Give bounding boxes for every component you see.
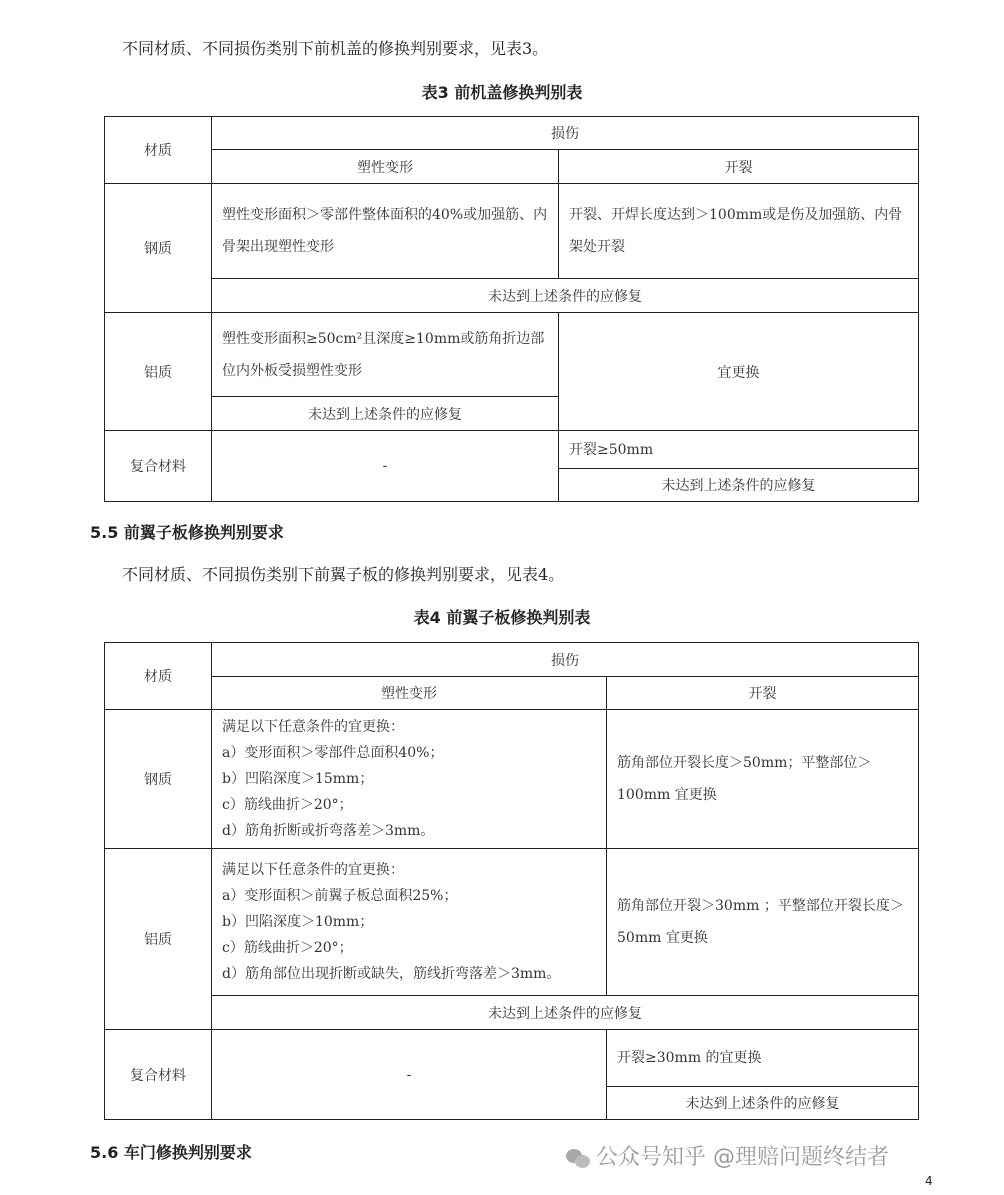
section-5-5-heading: 5.5 前翼子板修换判别要求 xyxy=(90,523,284,542)
table4-aluminum-repair: 未达到上述条件的应修复 xyxy=(212,996,919,1030)
table4-composite-crack: 开裂≥30mm 的宜更换 xyxy=(607,1030,919,1087)
table3-aluminum-plastic-repair: 未达到上述条件的应修复 xyxy=(212,397,559,431)
table3-header-plastic: 塑性变形 xyxy=(212,150,559,184)
table4-steel-crack: 筋角部位开裂长度＞50mm；平整部位＞100mm 宜更换 xyxy=(607,710,919,849)
table3-aluminum-plastic: 塑性变形面积≥50cm²且深度≥10mm或筋角折边部位内外板受损塑性变形 xyxy=(212,313,559,397)
table3-header-crack: 开裂 xyxy=(559,150,919,184)
table3 xyxy=(104,116,919,502)
table3-aluminum-label: 铝质 xyxy=(105,313,212,431)
table4-header-material: 材质 xyxy=(105,643,212,710)
table3-composite-label: 复合材料 xyxy=(105,431,212,502)
table4-steel-plastic-line: b）凹陷深度＞15mm； xyxy=(222,771,374,787)
table4-aluminum-plastic-line: b）凹陷深度＞10mm； xyxy=(222,914,374,930)
intro-paragraph-table3: 不同材质、不同损伤类别下前机盖的修换判别要求，见表3。 xyxy=(122,39,549,58)
table3-composite-plastic: - xyxy=(212,431,559,502)
section-5-6-heading: 5.6 车门修换判别要求 xyxy=(90,1143,252,1162)
table3-steel-label: 钢质 xyxy=(105,184,212,313)
table4-aluminum-plastic-line: a）变形面积＞前翼子板总面积25%； xyxy=(222,888,458,904)
table3-composite-crack: 开裂≥50mm xyxy=(559,431,919,469)
table3-steel-repair: 未达到上述条件的应修复 xyxy=(212,279,919,313)
table4-aluminum-label: 铝质 xyxy=(105,849,212,1030)
table4-steel-plastic-line: d）筋角折断或折弯落差＞3mm。 xyxy=(222,823,435,839)
table4-steel-plastic-line: c）筋线曲折＞20°； xyxy=(222,797,353,813)
table4-composite-plastic: - xyxy=(212,1030,607,1120)
table3-composite-crack-repair: 未达到上述条件的应修复 xyxy=(559,469,919,502)
table4-aluminum-plastic-line: d）筋角部位出现折断或缺失，筋线折弯落差＞3mm。 xyxy=(222,966,561,982)
table4-composite-label: 复合材料 xyxy=(105,1030,212,1120)
table4-caption: 表4 前翼子板修换判别表 xyxy=(413,608,591,627)
watermark-text: 公众号知乎 @理赔问题终结者 xyxy=(596,1145,889,1170)
table3-aluminum-crack: 宜更换 xyxy=(559,313,919,431)
table4-aluminum-crack: 筋角部位开裂＞30mm ；平整部位开裂长度＞50mm 宜更换 xyxy=(607,849,919,996)
watermark xyxy=(566,1140,889,1171)
intro-paragraph-table4: 不同材质、不同损伤类别下前翼子板的修换判别要求，见表4。 xyxy=(122,565,565,584)
table4 xyxy=(104,642,919,1120)
table3-header-material: 材质 xyxy=(105,117,212,184)
table4-steel-plastic-line: a）变形面积＞零部件总面积40%； xyxy=(222,745,444,761)
table4-header-plastic: 塑性变形 xyxy=(212,677,607,710)
table3-steel-plastic: 塑性变形面积＞零部件整体面积的40%或加强筋、内骨架出现塑性变形 xyxy=(212,184,559,279)
table4-aluminum-plastic-line: 满足以下任意条件的宜更换： xyxy=(222,862,404,878)
table3-caption: 表3 前机盖修换判别表 xyxy=(421,83,583,102)
table4-composite-crack-repair: 未达到上述条件的应修复 xyxy=(607,1087,919,1120)
table3-header-damage: 损伤 xyxy=(212,117,919,150)
table4-aluminum-plastic xyxy=(212,849,607,996)
table4-steel-label: 钢质 xyxy=(105,710,212,849)
table4-header-crack: 开裂 xyxy=(607,677,919,710)
table4-aluminum-plastic-line: c）筋线曲折＞20°； xyxy=(222,940,353,956)
wechat-icon xyxy=(566,1147,592,1169)
table3-steel-crack: 开裂、开焊长度达到＞100mm或是伤及加强筋、内骨架处开裂 xyxy=(559,184,919,279)
table4-steel-plastic-line: 满足以下任意条件的宜更换： xyxy=(222,719,404,735)
table4-steel-plastic xyxy=(212,710,607,849)
page-number: 4 xyxy=(925,1174,933,1188)
table4-header-damage: 损伤 xyxy=(212,643,919,677)
